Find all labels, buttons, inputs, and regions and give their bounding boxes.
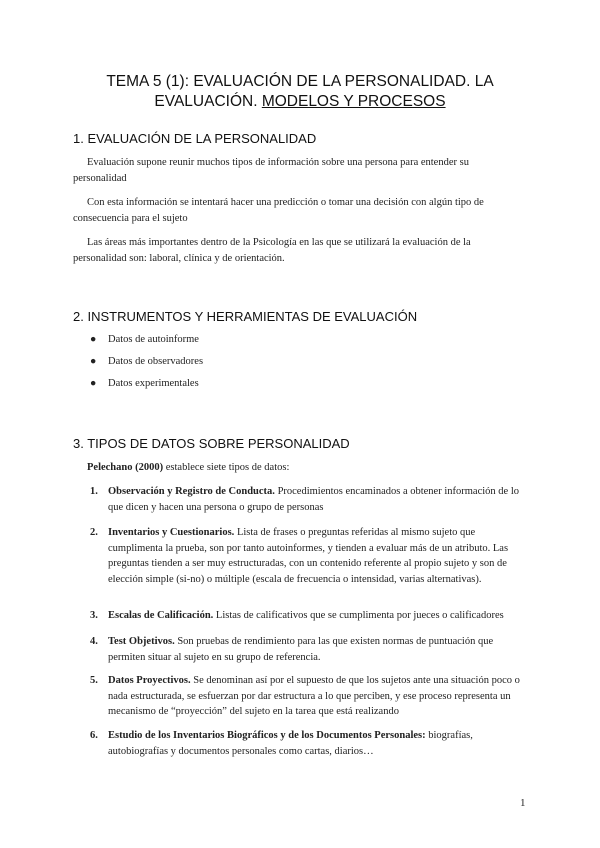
title-line-1: TEMA 5 (1): EVALUACIÓN DE LA PERSONALIDAD. LA [106,73,494,90]
section-2-heading: 2. INSTRUMENTOS Y HERRAMIENTAS DE EVALUACIÓN [73,309,418,324]
section-3-intro: Pelechano (2000) establece siete tipos de datos: [87,462,290,473]
section-1-paragraph-3: Las áreas más importantes dentro de la Psicología en las que se utilizará la evaluación de la personalidad son: laboral, clínica y de orientación. [73,237,471,264]
section-3-heading: 3. TIPOS DE DATOS SOBRE PERSONALIDAD [73,436,350,451]
title-line-2 [60,92,540,112]
bullet-icon: ● [90,356,97,367]
list-item: 4. Test Objetivos. Son pruebas de rendimiento para las que existen normas de puntuación que permiten situar al sujeto en su grupo de referencia. [90,636,494,663]
bullet-icon: ● [90,378,97,389]
list-item: 5. Datos Proyectivos. Se denominan así por el supuesto de que los sujetos ante una situación poco o nada estructurada, se esfuerzan por dar estructura a lo que perciben, y ese proceso representa un mecanismo de “proyección” del sujeto en la tarea que está realizando [90,675,520,717]
document-title [60,72,540,112]
instruments-list [73,332,203,398]
section-1-paragraph-2: Con esta información se intentará hacer una predicción o tomar una decisión con algún tipo de consecuencia para el sujeto [73,197,484,224]
list-item: ● Datos de observadores [90,356,204,367]
intro-author: Pelechano (2000) [87,462,164,473]
section-1-paragraph-1: Evaluación supone reunir muchos tipos de información sobre una persona para entender su personalidad [73,157,469,184]
bullet-icon: ● [90,334,97,345]
list-item: 1. Observación y Registro de Conducta. Procedimientos encaminados a obtener información de lo que dicen y hacen una persona o grupo de personas [90,486,519,513]
page-number: 1 [520,797,526,809]
list-item: ● Datos experimentales [90,378,199,389]
list-item: 3. Escalas de Calificación. Listas de calificativos que se cumplimenta por jueces o calificadores [90,610,504,621]
list-item: 6. Estudio de los Inventarios Biográficos y de los Documentos Personales: biografías, autobiografías y documentos personales como cartas, diarios… [90,730,473,757]
list-item: ● Datos de autoinforme [90,334,199,345]
section-1-heading: 1. EVALUACIÓN DE LA PERSONALIDAD [73,131,317,146]
title-line-2-plain: EVALUACIÓN. [154,93,258,110]
title-line-2-underlined: MODELOS Y PROCESOS [261,93,446,110]
list-item: 2. Inventarios y Cuestionarios. Lista de frases o preguntas referidas al mismo sujeto que cumplimenta la prueba, son por tanto autoinformes, y tienden a evaluar más de un atributo. Las preguntas tienden a ser muy estructuradas, con un contenido referente al propio sujeto y son de elección simple (si-no) o múltiple (escala de frecuencia o intensidad, varias alternativas). [90,527,509,585]
